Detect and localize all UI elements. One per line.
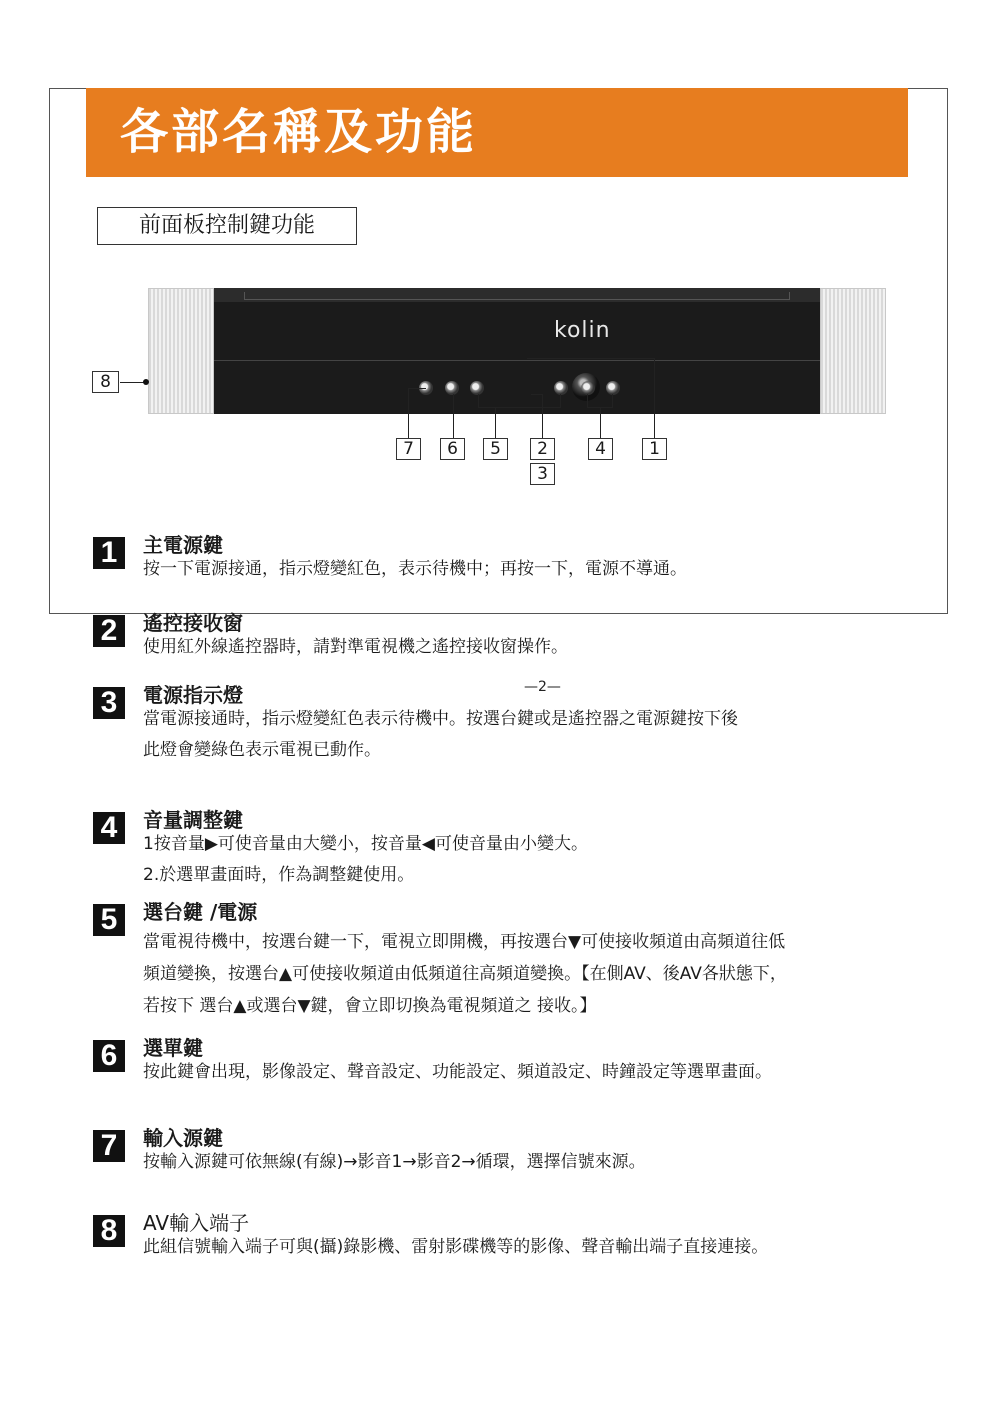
callout-4: 4 [588, 438, 613, 460]
right-speaker-grille [820, 288, 886, 414]
section-body [143, 1147, 923, 1178]
section-line: 按此鍵會出現，影像設定、聲音設定、功能設定、頻道設定、時鐘設定等選單畫面。 [143, 1062, 772, 1082]
title-banner [86, 88, 908, 177]
section-title: 選單鍵 [143, 1036, 203, 1060]
leader-line-7 [408, 388, 409, 438]
channel-up-button [554, 381, 568, 395]
section-body [143, 1232, 923, 1263]
leader-line-5h [478, 407, 560, 408]
tv-front-panel-diagram [148, 288, 890, 414]
callout-5: 5 [483, 438, 508, 460]
menu-button [445, 381, 459, 395]
section-line: 1按音量▶可使音量由大變小，按音量◀可使音量由小變大。 [143, 834, 588, 854]
section-body [143, 1057, 923, 1088]
channel-down-button [470, 381, 484, 395]
section-line: 按輸入源鍵可依無線(有線)→影音1→影音2→循環，選擇信號來源。 [143, 1152, 646, 1172]
page-number: —2— [524, 679, 561, 695]
section-title: 輸入源鍵 [143, 1126, 223, 1150]
section-title: 遙控接收窗 [143, 611, 243, 635]
section-line: 使用紅外線遙控器時，請對準電視機之遙控接收窗操作。 [143, 637, 568, 657]
section-number: 2 [93, 615, 125, 647]
section-body [143, 704, 923, 766]
leader-line-4a [587, 394, 588, 408]
section-body [143, 926, 923, 1022]
section-body [143, 829, 923, 891]
kolin-logo: kolin [554, 318, 611, 343]
section-line: 若按下 選台▲或選台▼鍵，會立即切換為電視頻道之 接收。】 [143, 996, 597, 1016]
section-number: 3 [93, 687, 125, 719]
section-line: 當電源接通時，指示燈變紅色表示待機中。按選台鍵或是遙控器之電源鍵按下後 [143, 709, 738, 729]
section-number: 5 [93, 904, 125, 936]
section-line: 頻道變換，按選台▲可使接收頻道由低頻道往高頻道變換。【在側AV、後AV各狀態下， [143, 964, 787, 984]
left-speaker-grille [148, 288, 214, 414]
section-line: 2.於選單畫面時，作為調整鍵使用。 [143, 865, 415, 885]
leader-line-6 [453, 394, 454, 438]
callout-1: 1 [642, 438, 667, 460]
screen-edge [244, 292, 790, 300]
section-title: AV輸入端子 [143, 1211, 250, 1235]
section-line: 此燈會變綠色表示電視已動作。 [143, 740, 381, 760]
callout-6: 6 [440, 438, 465, 460]
section-number: 8 [93, 1215, 125, 1247]
callout-8: 8 [92, 371, 119, 393]
leader-line-8 [120, 382, 144, 383]
callout-3: 3 [530, 463, 555, 485]
section-number: 7 [93, 1130, 125, 1162]
section-line: 此組信號輸入端子可與(攝)錄影機、雷射影碟機等的影像、聲音輸出端子直接連接。 [143, 1237, 769, 1257]
leader-line-4b [612, 394, 613, 408]
av-input-jack-dot [143, 379, 149, 385]
leader-line-7h [408, 388, 426, 389]
section-body [143, 554, 923, 585]
leader-line-2 [542, 394, 543, 438]
leader-line-5a [478, 394, 479, 408]
volume-up-button [606, 381, 620, 395]
leader-line-1 [654, 358, 655, 438]
section-line: 當電視待機中，按選台鍵一下，電視立即開機，再按選台▼可使接收頻道由高頻道往低 [143, 932, 786, 952]
section-title: 主電源鍵 [143, 533, 223, 557]
leader-line-5 [495, 407, 496, 438]
section-title: 電源指示燈 [143, 683, 243, 707]
callout-2: 2 [530, 438, 555, 460]
page-title: 各部名稱及功能 [120, 104, 478, 160]
section-line: 按一下電源接通，指示燈變紅色，表示待機中；再按一下，電源不導通。 [143, 559, 687, 579]
leader-line-4 [600, 407, 601, 438]
control-panel-divider [214, 360, 820, 361]
volume-down-button [581, 381, 595, 395]
leader-line-1h [527, 358, 655, 359]
subheading-box: 前面板控制鍵功能 [97, 207, 357, 245]
tv-bezel [214, 288, 820, 414]
section-title: 選台鍵 /電源 [143, 900, 258, 924]
section-number: 1 [93, 537, 125, 569]
callout-7: 7 [396, 438, 421, 460]
section-number: 6 [93, 1040, 125, 1072]
section-title: 音量調整鍵 [143, 808, 243, 832]
leader-line-5b [560, 394, 561, 408]
section-body [143, 632, 923, 663]
section-number: 4 [93, 812, 125, 844]
